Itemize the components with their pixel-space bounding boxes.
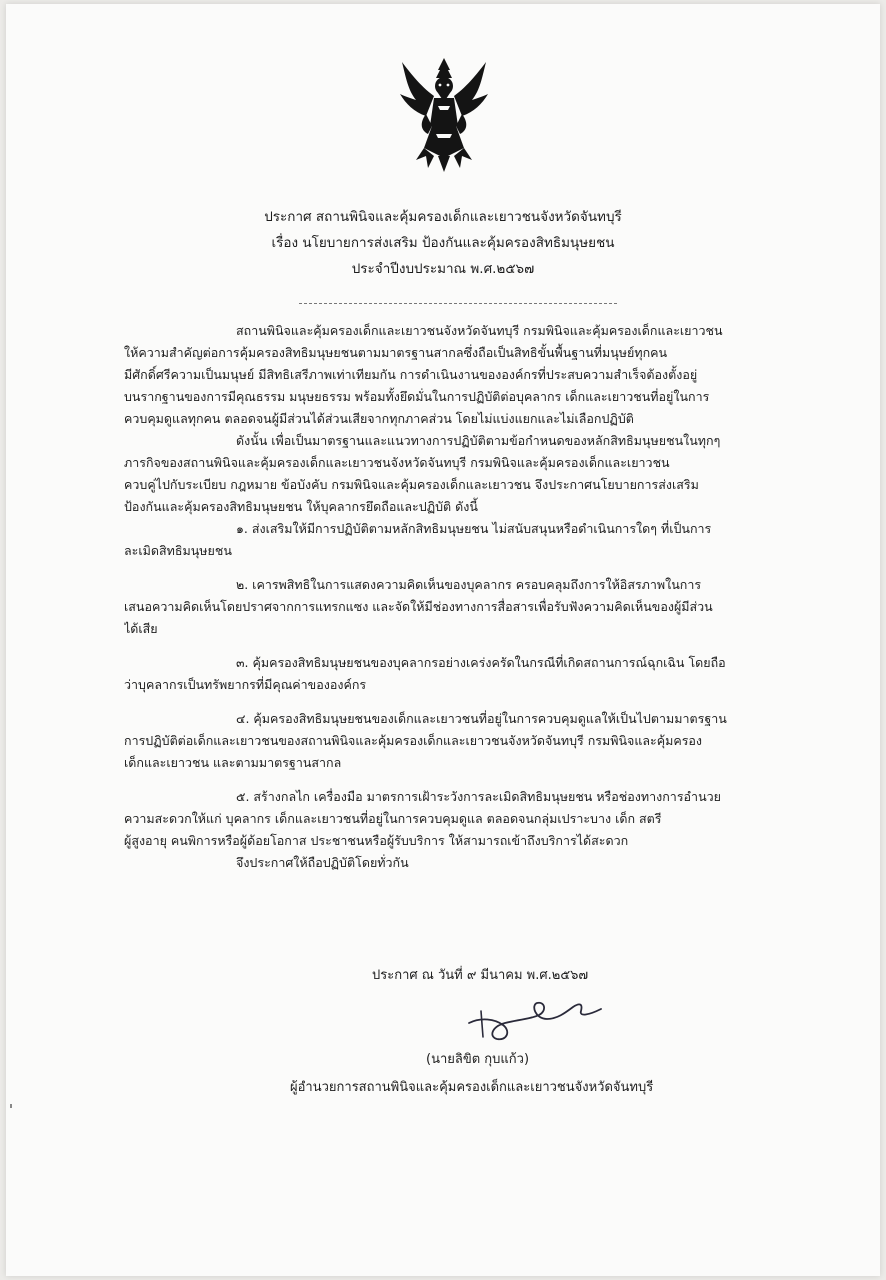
- paragraph-line: ควบคู่ไปกับระเบียบ กฎหมาย ข้อบังคับ กรมพินิจและคุ้มครองเด็กและเยาวชน จึงประกาศนโยบายการส่งเสริม: [124, 477, 699, 492]
- document-page: [6, 4, 880, 1276]
- policy-item-2-cont: เสนอความคิดเห็นโดยปราศจากการแทรกแซง และจัดให้มีช่องทางการสื่อสารเพื่อรับฟังความคิดเห็นของผู้มีส่วน: [124, 599, 713, 614]
- announcement-body: [124, 320, 804, 874]
- header-divider: [299, 303, 617, 304]
- paragraph-line: มีศักดิ์ศรีความเป็นมนุษย์ มีสิทธิเสรีภาพเท่าเทียมกัน การดำเนินงานขององค์กรที่ประสบความสำเร็จต้องตั้งอยู่: [124, 367, 698, 382]
- fiscal-year: ประจำปีงบประมาณ พ.ศ.๒๕๖๗: [351, 261, 535, 277]
- policy-item-1: ๑. ส่งเสริมให้มีการปฏิบัติตามหลักสิทธิมนุษยชน ไม่สนับสนุนหรือดำเนินการใดๆ ที่เป็นการ: [236, 521, 712, 536]
- signature-icon: [461, 989, 611, 1049]
- page-mark: [10, 1104, 12, 1108]
- signer-name: (นายลิขิต กุบแก้ว): [426, 1052, 530, 1067]
- paragraph-line: ภารกิจของสถานพินิจและคุ้มครองเด็กและเยาวชนจังหวัดจันทบุรี กรมพินิจและคุ้มครองเด็กและเยาวชน: [124, 455, 670, 470]
- signer-position: ผู้อำนวยการสถานพินิจและคุ้มครองเด็กและเยาวชนจังหวัดจันทบุรี: [290, 1080, 654, 1095]
- policy-item-4-cont: เด็กและเยาวชน และตามมาตรฐานสากล: [124, 755, 342, 770]
- paragraph-line: ควบคุมดูแลทุกคน ตลอดจนผู้มีส่วนได้ส่วนเสียจากทุกภาคส่วน โดยไม่แบ่งแยกและไม่เลือกปฏิบัติ: [124, 411, 634, 426]
- policy-item-5: ๕. สร้างกลไก เครื่องมือ มาตรการเฝ้าระวังการละเมิดสิทธิมนุษยชน หรือช่องทางการอำนวย: [236, 789, 721, 804]
- announcement-subject: เรื่อง นโยบายการส่งเสริม ป้องกันและคุ้มครองสิทธิมนุษยชน: [271, 235, 615, 251]
- policy-item-5-cont: ความสะดวกให้แก่ บุคลากร เด็กและเยาวชนที่อยู่ในการควบคุมดูแล ตลอดจนกลุ่มเปราะบาง เด็ก สตรี: [124, 811, 662, 826]
- paragraph-line: ให้ความสำคัญต่อการคุ้มครองสิทธิมนุษยชนตามมาตรฐานสากลซึ่งถือเป็นสิทธิขั้นพื้นฐานที่มนุษย์ทุกคน: [124, 345, 668, 360]
- announcement-title: ประกาศ สถานพินิจและคุ้มครองเด็กและเยาวชนจังหวัดจันทบุรี: [264, 209, 622, 225]
- policy-item-3-cont: ว่าบุคลากรเป็นทรัพยากรที่มีคุณค่าขององค์กร: [124, 677, 367, 692]
- policy-item-1-cont: ละเมิดสิทธิมนุษยชน: [124, 543, 232, 558]
- closing-statement: จึงประกาศให้ถือปฏิบัติโดยทั่วกัน: [236, 855, 409, 870]
- policy-item-3: ๓. คุ้มครองสิทธิมนุษยชนของบุคลากรอย่างเคร่งครัดในกรณีที่เกิดสถานการณ์ฉุกเฉิน โดยถือ: [236, 655, 726, 670]
- policy-item-2-cont: ได้เสีย: [124, 621, 158, 636]
- paragraph-line: ป้องกันและคุ้มครองสิทธิมนุษยชน ให้บุคลากรยึดถือและปฏิบัติ ดังนี้: [124, 499, 478, 514]
- paragraph-line: สถานพินิจและคุ้มครองเด็กและเยาวชนจังหวัดจันทบุรี กรมพินิจและคุ้มครองเด็กและเยาวชน: [236, 323, 723, 338]
- garuda-emblem-icon: [398, 56, 490, 174]
- policy-item-4: ๔. คุ้มครองสิทธิมนุษยชนของเด็กและเยาวชนที่อยู่ในการควบคุมดูแลให้เป็นไปตามมาตรฐาน: [236, 711, 727, 726]
- paragraph-line: บนรากฐานของการมีคุณธรรม มนุษยธรรม พร้อมทั้งยึดมั่นในการปฏิบัติต่อบุคลากร เด็กและเยาวชนที่อยู่ในการ: [124, 389, 710, 404]
- policy-item-2: ๒. เคารพสิทธิในการแสดงความคิดเห็นของบุคลากร ครอบคลุมถึงการให้อิสรภาพในการ: [236, 577, 702, 592]
- announcement-date: ประกาศ ณ วันที่ ๙ มีนาคม พ.ศ.๒๕๖๗: [372, 968, 589, 983]
- announcement-header: [6, 204, 880, 282]
- policy-item-4-cont: การปฏิบัติต่อเด็กและเยาวชนของสถานพินิจและคุ้มครองเด็กและเยาวชนจังหวัดจันทบุรี กรมพินิจและคุ้มครอง: [124, 733, 703, 748]
- policy-item-5-cont: ผู้สูงอายุ คนพิการหรือผู้ด้อยโอกาส ประชาชนหรือผู้รับบริการ ให้สามารถเข้าถึงบริการได้สะดวก: [124, 833, 629, 848]
- paragraph-line: ดังนั้น เพื่อเป็นมาตรฐานและแนวทางการปฏิบัติตามข้อกำหนดของหลักสิทธิมนุษยชนในทุกๆ: [236, 433, 721, 448]
